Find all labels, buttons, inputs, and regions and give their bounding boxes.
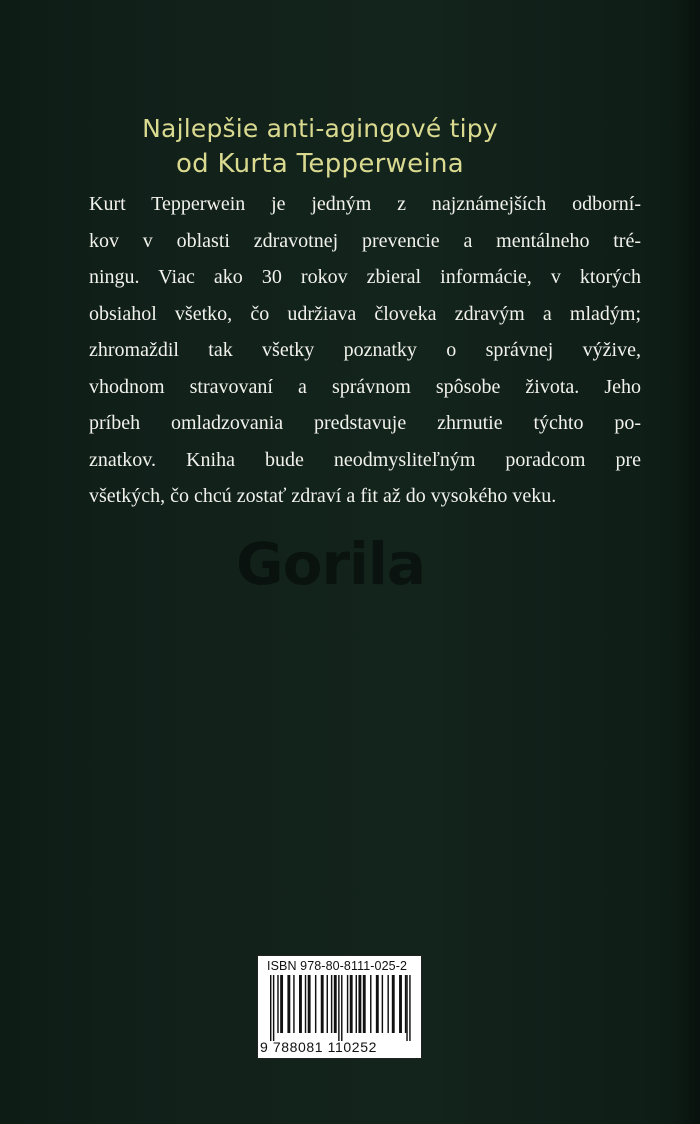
isbn-number: ISBN 978-80-8111-025-2	[267, 959, 408, 973]
cover-title	[60, 112, 580, 182]
watermark-logo: Gorila	[236, 530, 425, 598]
barcode-bars	[264, 975, 416, 1041]
blurb-line: ningu. Viac ako 30 rokov zbieral informácie, v ktorých	[89, 266, 641, 288]
blurb-line: znatkov. Kniha bude neodmysliteľným poradcom pre	[89, 448, 641, 471]
blurb-line: zhromaždil tak všetky poznatky o správnej výžive,	[89, 339, 641, 361]
blurb-line: príbeh omladzovania predstavuje zhrnutie týchto po-	[89, 412, 641, 434]
ean-digits: 9 788081 110252	[260, 1039, 377, 1055]
blurb-line: obsiahol všetko, čo udržiava človeka zdravým a mladým;	[89, 302, 641, 325]
blurb-paragraph	[89, 186, 641, 515]
isbn-barcode	[257, 955, 422, 1059]
title-line-2: od Kurta Tepperweina	[175, 149, 465, 179]
cover-edge-shadow	[674, 0, 700, 1124]
blurb-line: kov v oblasti zdravotnej prevencie a mentálneho tré-	[89, 229, 641, 252]
blurb-line: Kurt Tepperwein je jedným z najznámejších odborní-	[89, 193, 641, 215]
blurb-line: všetkých, čo chcú zostať zdraví a fit až do vysokého veku.	[89, 485, 557, 507]
blurb-line: vhodnom stravovaní a správnom spôsobe života. Jeho	[89, 375, 641, 398]
title-line-1: Najlepšie anti-agingové tipy	[142, 114, 498, 143]
